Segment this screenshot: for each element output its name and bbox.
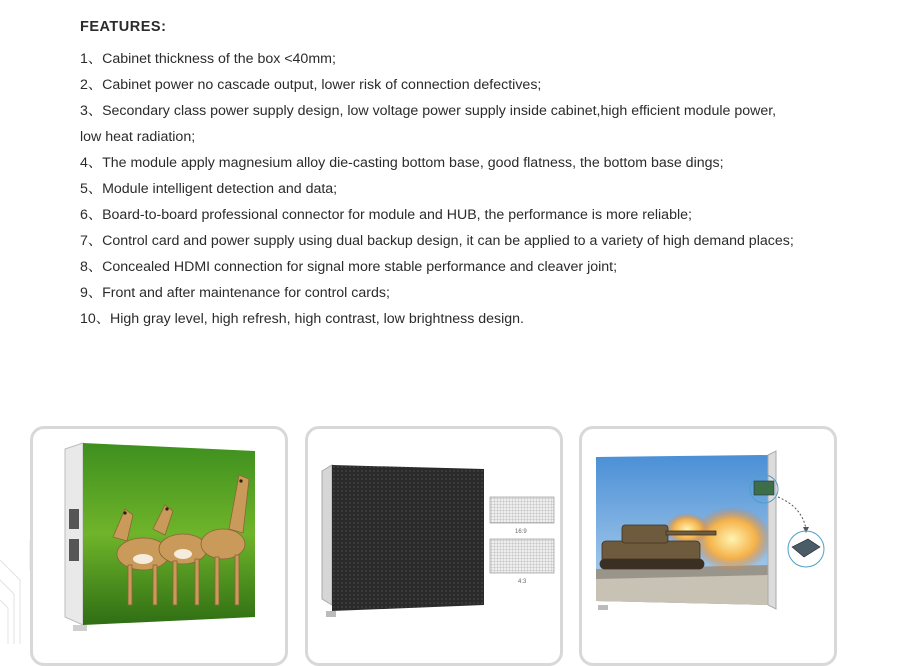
ratio-label-16-9: 16:9 [515,529,527,535]
ratio-grid-16-9 [490,497,554,523]
feature-item: 9、Front and after maintenance for control cards; [80,285,390,301]
product-image-card-maintenance [579,426,837,666]
product-image-card-display [30,426,288,666]
features-list [80,46,880,332]
feature-item: 5、Module intelligent detection and data; [80,181,338,197]
feature-item: 3、Secondary class power supply design, low voltage power supply inside cabinet,high efficient module power, [80,103,777,119]
feature-item: 1、Cabinet thickness of the box <40mm; [80,51,336,67]
feature-item: 8、Concealed HDMI connection for signal more stable performance and cleaver joint; [80,259,618,275]
feature-item: 7、Control card and power supply using dual backup design, it can be applied to a variety of high demand places; [80,233,794,249]
feature-item: 10、High gray level, high refresh, high contrast, low brightness design. [80,311,524,327]
features-section [80,14,880,332]
led-cabinet-deer-image [33,429,288,666]
product-image-card-module [305,426,563,666]
led-module-image [308,429,563,666]
led-cabinet-tank-image [582,429,837,666]
ratio-label-4-3: 4:3 [518,579,527,585]
features-heading: FEATURES: [80,19,167,35]
feature-item: 4、The module apply magnesium alloy die-casting bottom base, good flatness, the bottom base dings; [80,155,724,171]
feature-item-continuation: low heat radiation; [80,129,196,145]
ratio-grid-4-3 [490,539,554,573]
feature-item: 6、Board-to-board professional connector for module and HUB, the performance is more reliable; [80,207,692,223]
feature-item: 2、Cabinet power no cascade output, lower risk of connection defectives; [80,77,542,93]
